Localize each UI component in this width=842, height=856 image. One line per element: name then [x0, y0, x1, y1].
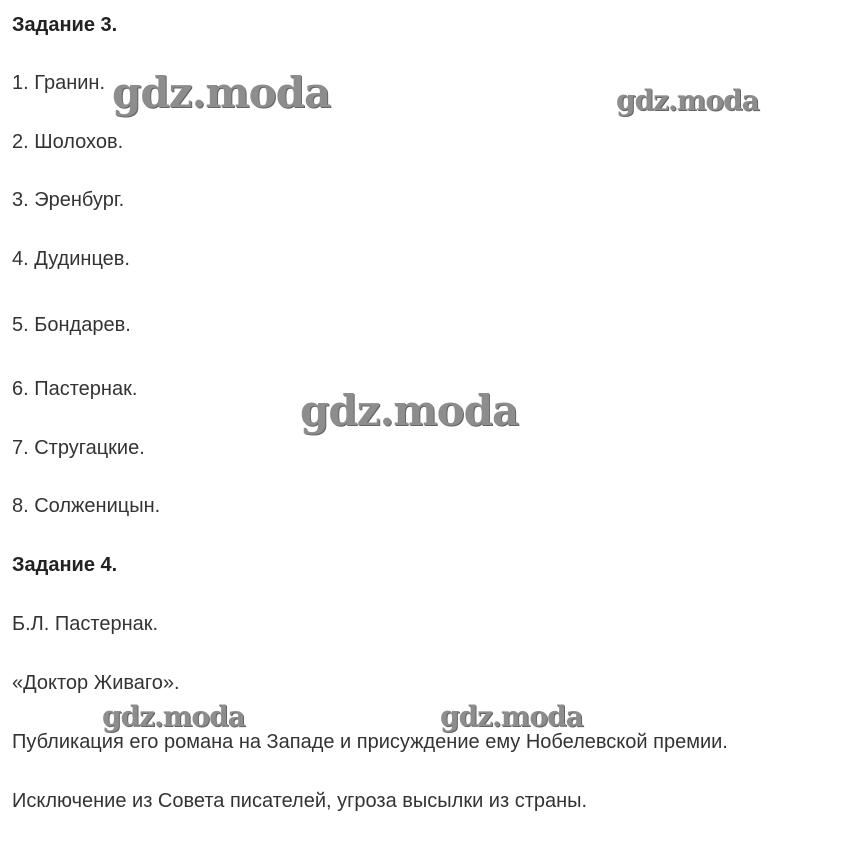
task3-item-2: 2. Шолохов. [12, 131, 124, 153]
task3-item-7: 7. Стругацкие. [12, 437, 145, 459]
task3-item-8: 8. Солженицын. [12, 495, 161, 517]
watermark-logo: gdz.moda [440, 700, 583, 733]
task4-line-3: Публикация его романа на Западе и присуждение ему Нобелевской премии. [12, 731, 728, 753]
watermark-logo: gdz.moda [300, 386, 519, 435]
watermark-logo: gdz.moda [616, 84, 759, 117]
watermark-logo: gdz.moda [112, 68, 331, 117]
task3-item-5: 5. Бондарев. [12, 314, 131, 336]
task4-heading: Задание 4. [12, 554, 118, 576]
task3-item-6: 6. Пастернак. [12, 378, 138, 400]
watermark-logo: gdz.moda [102, 700, 245, 733]
task3-item-1: 1. Гранин. [12, 72, 106, 94]
task4-line-1: Б.Л. Пастернак. [12, 613, 159, 635]
task3-item-3: 3. Эренбург. [12, 189, 125, 211]
task4-line-2: «Доктор Живаго». [12, 672, 180, 694]
task3-item-4: 4. Дудинцев. [12, 248, 130, 270]
task4-line-4: Исключение из Совета писателей, угроза высылки из страны. [12, 790, 588, 812]
task3-heading: Задание 3. [12, 14, 118, 36]
